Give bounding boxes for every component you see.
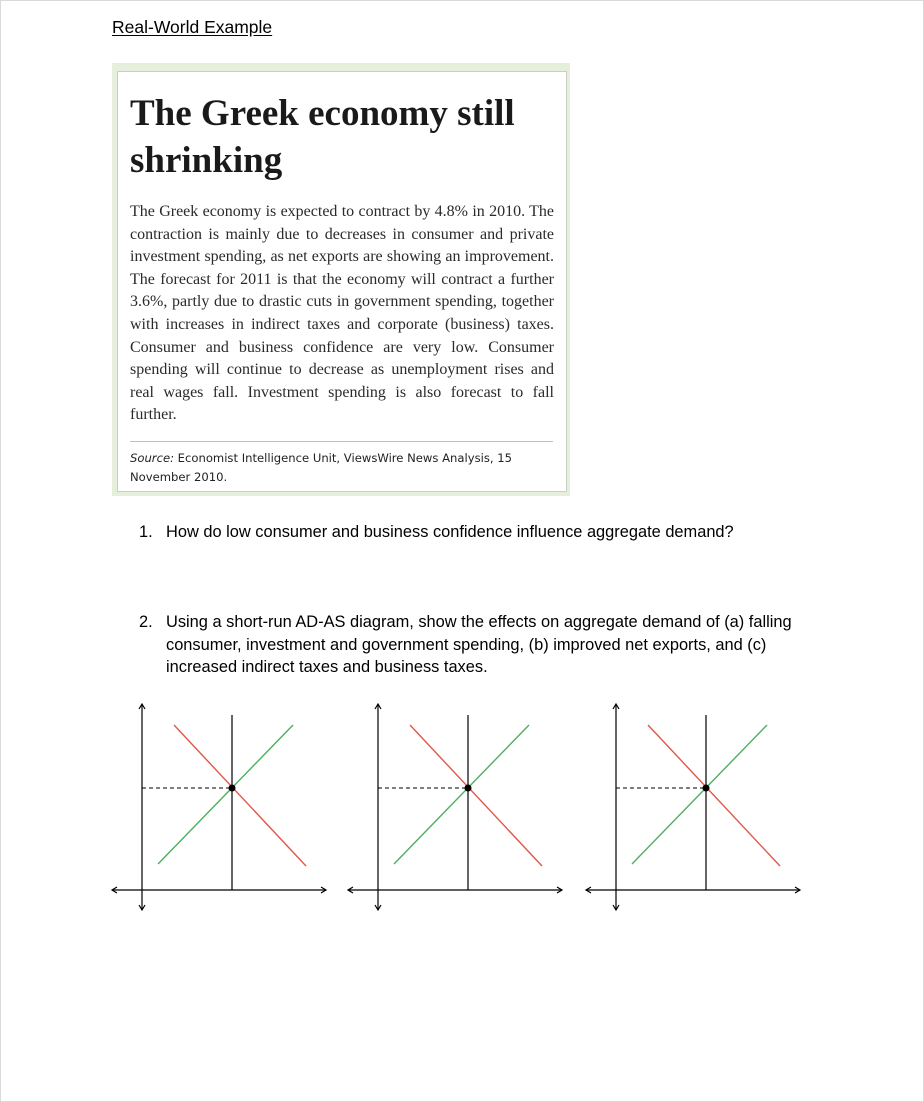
question-text: How do low consumer and business confidence influence aggregate demand? bbox=[166, 523, 734, 541]
source-label: Source: bbox=[130, 451, 174, 465]
article-title: The Greek economy still shrinking bbox=[130, 93, 515, 181]
vertical-axis bbox=[139, 704, 145, 910]
horizontal-axis bbox=[112, 887, 326, 893]
aggregate-supply-curve bbox=[158, 725, 293, 864]
question-text: Using a short-run AD-AS diagram, show the effects on aggregate demand of (a) falling consumer, investment and government spending, (b) improved net exports, and (c) increased indirect taxes and business taxes. bbox=[166, 613, 792, 676]
aggregate-supply-curve bbox=[394, 725, 529, 864]
aggregate-demand-curve bbox=[174, 725, 306, 866]
source-text: Economist Intelligence Unit, ViewsWire News Analysis, 15 November 2010. bbox=[130, 451, 513, 484]
equilibrium-point bbox=[465, 785, 472, 792]
section-heading: Real-World Example bbox=[112, 17, 273, 37]
article-body: The Greek economy is expected to contract by 4.8% in 2010. The contraction is mainly due to decreases in consumer and private investment spending, as net exports are showing an improvement. The forecast for 2011 is that the economy will contract a further 3.6%, partly due to drastic cuts in government spending, together with increases in indirect taxes and corporate (business) taxes. Consumer and business confidence are very low. Consumer spending will continue to decrease as unemployment rises and real wages fall. Investment spending is also forecast to fall further. bbox=[130, 203, 554, 424]
horizontal-axis bbox=[348, 887, 562, 893]
question-number: 1. bbox=[139, 523, 153, 541]
ad-as-diagram-2 bbox=[344, 700, 570, 916]
ad-as-diagram-1 bbox=[108, 700, 334, 916]
aggregate-demand-curve bbox=[648, 725, 780, 866]
vertical-axis bbox=[613, 704, 619, 910]
source-divider bbox=[130, 441, 553, 442]
ad-as-diagram-3 bbox=[582, 700, 808, 916]
equilibrium-point bbox=[703, 785, 710, 792]
question-number: 2. bbox=[139, 613, 153, 631]
aggregate-demand-curve bbox=[410, 725, 542, 866]
horizontal-axis bbox=[586, 887, 800, 893]
article-source bbox=[130, 449, 560, 487]
aggregate-supply-curve bbox=[632, 725, 767, 864]
vertical-axis bbox=[375, 704, 381, 910]
equilibrium-point bbox=[229, 785, 236, 792]
